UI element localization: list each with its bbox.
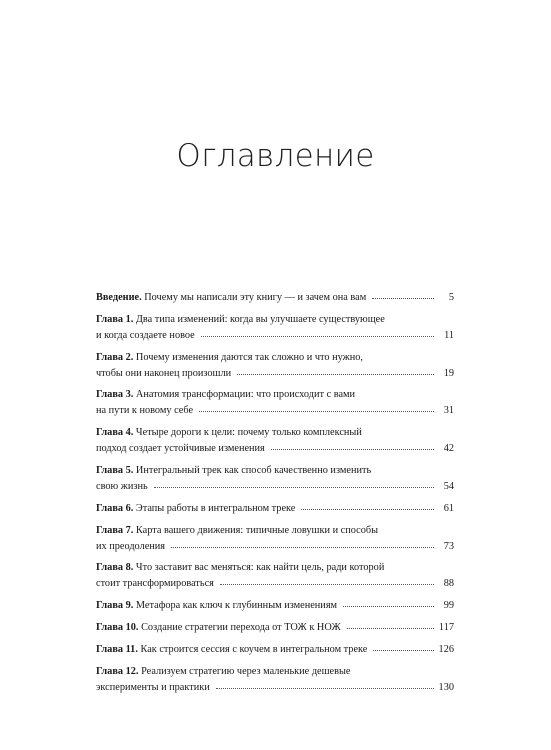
table-of-contents bbox=[96, 290, 454, 701]
toc-entry bbox=[96, 425, 454, 457]
page-number: 5 bbox=[448, 292, 454, 303]
toc-entry bbox=[96, 387, 454, 419]
dot-leader bbox=[171, 539, 434, 549]
chapter-label: Глава 7. bbox=[96, 524, 134, 536]
page-number: 88 bbox=[443, 578, 454, 590]
page-title: Оглавление bbox=[176, 138, 375, 174]
page-number: 42 bbox=[443, 443, 454, 455]
chapter-label: Введение. bbox=[96, 292, 142, 303]
chapter-title: свою жизнь bbox=[96, 480, 148, 492]
chapter-label: Глава 5. bbox=[96, 464, 134, 476]
toc-entry bbox=[96, 598, 454, 614]
chapter-title: Четыре дороги к цели: почему только комплексный bbox=[135, 427, 362, 439]
toc-entry bbox=[96, 664, 454, 696]
chapter-title: их преодоления bbox=[96, 540, 166, 552]
chapter-title: и когда создаете новое bbox=[96, 329, 195, 341]
toc-entry bbox=[96, 312, 454, 344]
toc-entry-line bbox=[96, 441, 454, 457]
toc-entry-line bbox=[96, 620, 454, 636]
toc-entry-text bbox=[96, 576, 214, 592]
dot-leader bbox=[199, 403, 434, 413]
chapter-label: Глава 2. bbox=[96, 351, 134, 363]
chapter-title: подход создает устойчивые изменения bbox=[96, 443, 265, 455]
toc-entry bbox=[96, 560, 454, 592]
page-number: 19 bbox=[443, 367, 454, 379]
page-number: 61 bbox=[443, 502, 454, 514]
toc-entry-line bbox=[96, 539, 454, 555]
toc-entry-text bbox=[96, 598, 337, 614]
toc-entry-line bbox=[96, 523, 454, 539]
chapter-label: Глава 10. bbox=[96, 621, 139, 633]
chapter-label: Глава 6. bbox=[96, 502, 134, 514]
chapter-title: Создание стратегии перехода от ТОЖ к НОЖ bbox=[141, 621, 341, 633]
toc-entry-text bbox=[96, 479, 148, 495]
toc-entry-line bbox=[96, 425, 454, 441]
chapter-title: Реализуем стратегию через маленькие дешевые bbox=[141, 665, 351, 677]
page-number: 31 bbox=[443, 405, 454, 417]
toc-entry bbox=[96, 290, 454, 306]
toc-entry bbox=[96, 350, 454, 382]
toc-entry-text bbox=[96, 680, 210, 696]
dot-leader bbox=[201, 328, 434, 338]
toc-entry-line bbox=[96, 479, 454, 495]
chapter-title: Как строится сессия с коучем в интегральном треке bbox=[140, 643, 368, 655]
page-number: 11 bbox=[444, 329, 454, 341]
dot-leader bbox=[372, 290, 434, 300]
dot-leader bbox=[216, 680, 434, 690]
chapter-title: Анатомия трансформации: что происходит с вами bbox=[135, 389, 356, 401]
toc-entry-line bbox=[96, 366, 454, 382]
toc-entry-text bbox=[96, 620, 341, 636]
toc-entry bbox=[96, 501, 454, 517]
toc-entry-text bbox=[96, 350, 363, 366]
toc-entry-line bbox=[96, 290, 454, 306]
chapter-label: Глава 8. bbox=[96, 562, 134, 574]
chapter-title: Почему изменения даются так сложно и что нужно, bbox=[135, 351, 363, 363]
toc-entry-line bbox=[96, 312, 454, 328]
page-number: 54 bbox=[443, 480, 454, 492]
toc-entry-text bbox=[96, 328, 195, 344]
page-number: 117 bbox=[438, 621, 454, 633]
dot-leader bbox=[271, 441, 434, 451]
toc-entry-line bbox=[96, 576, 454, 592]
chapter-label: Глава 3. bbox=[96, 389, 134, 401]
toc-entry-text bbox=[96, 463, 371, 479]
dot-leader bbox=[373, 642, 434, 652]
chapter-title: Что заставит вас меняться: как найти цель, ради которой bbox=[135, 562, 385, 574]
toc-entry bbox=[96, 463, 454, 495]
toc-entry-text bbox=[96, 387, 355, 403]
toc-entry bbox=[96, 642, 454, 658]
toc-entry-text bbox=[96, 290, 366, 306]
chapter-title: чтобы они наконец произошли bbox=[96, 367, 232, 379]
toc-entry-text bbox=[96, 312, 385, 328]
chapter-label: Глава 1. bbox=[96, 313, 134, 325]
chapter-title: Карта вашего движения: типичные ловушки и способы bbox=[135, 524, 379, 536]
toc-entry-text bbox=[96, 642, 367, 658]
toc-entry-text bbox=[96, 501, 295, 517]
toc-entry bbox=[96, 620, 454, 636]
toc-entry-text bbox=[96, 523, 378, 539]
toc-entry-line bbox=[96, 328, 454, 344]
page-number: 73 bbox=[443, 540, 454, 552]
toc-entry-line bbox=[96, 664, 454, 680]
chapter-label: Глава 12. bbox=[96, 665, 139, 677]
dot-leader bbox=[237, 366, 434, 376]
toc-entry-text bbox=[96, 403, 193, 419]
page-number: 130 bbox=[438, 681, 454, 693]
chapter-title: эксперименты и практики bbox=[96, 681, 210, 693]
dot-leader bbox=[154, 479, 434, 489]
chapter-title: Этапы работы в интегральном треке bbox=[135, 502, 296, 514]
toc-entry-line bbox=[96, 350, 454, 366]
dot-leader bbox=[347, 620, 434, 630]
toc-entry-line bbox=[96, 598, 454, 614]
chapter-title: Два типа изменений: когда вы улучшаете существующее bbox=[135, 313, 385, 325]
toc-entry-line bbox=[96, 463, 454, 479]
chapter-label: Глава 11. bbox=[96, 643, 138, 655]
toc-entry bbox=[96, 523, 454, 555]
chapter-label: Глава 9. bbox=[96, 600, 134, 612]
chapter-label: Глава 4. bbox=[96, 427, 134, 439]
toc-entry-line bbox=[96, 387, 454, 403]
toc-entry-line bbox=[96, 560, 454, 576]
page-number: 99 bbox=[443, 600, 454, 612]
toc-entry-text bbox=[96, 441, 265, 457]
chapter-title: Почему мы написали эту книгу — и зачем она вам bbox=[144, 292, 367, 303]
chapter-title: стоит трансформироваться bbox=[96, 578, 214, 590]
toc-entry-text bbox=[96, 664, 350, 680]
toc-entry-text bbox=[96, 425, 362, 441]
chapter-title: Метафора как ключ к глубинным изменениям bbox=[135, 600, 338, 612]
page-number: 126 bbox=[438, 643, 454, 655]
dot-leader bbox=[343, 598, 434, 608]
chapter-title: Интегральный трек как способ качественно изменить bbox=[135, 464, 372, 476]
dot-leader bbox=[220, 576, 434, 586]
toc-entry-line bbox=[96, 680, 454, 696]
toc-entry-line bbox=[96, 642, 454, 658]
toc-entry-text bbox=[96, 366, 231, 382]
toc-entry-text bbox=[96, 539, 165, 555]
chapter-title: на пути к новому себе bbox=[96, 405, 194, 417]
toc-entry-text bbox=[96, 560, 384, 576]
toc-entry-line bbox=[96, 403, 454, 419]
toc-entry-line bbox=[96, 501, 454, 517]
dot-leader bbox=[301, 501, 434, 511]
